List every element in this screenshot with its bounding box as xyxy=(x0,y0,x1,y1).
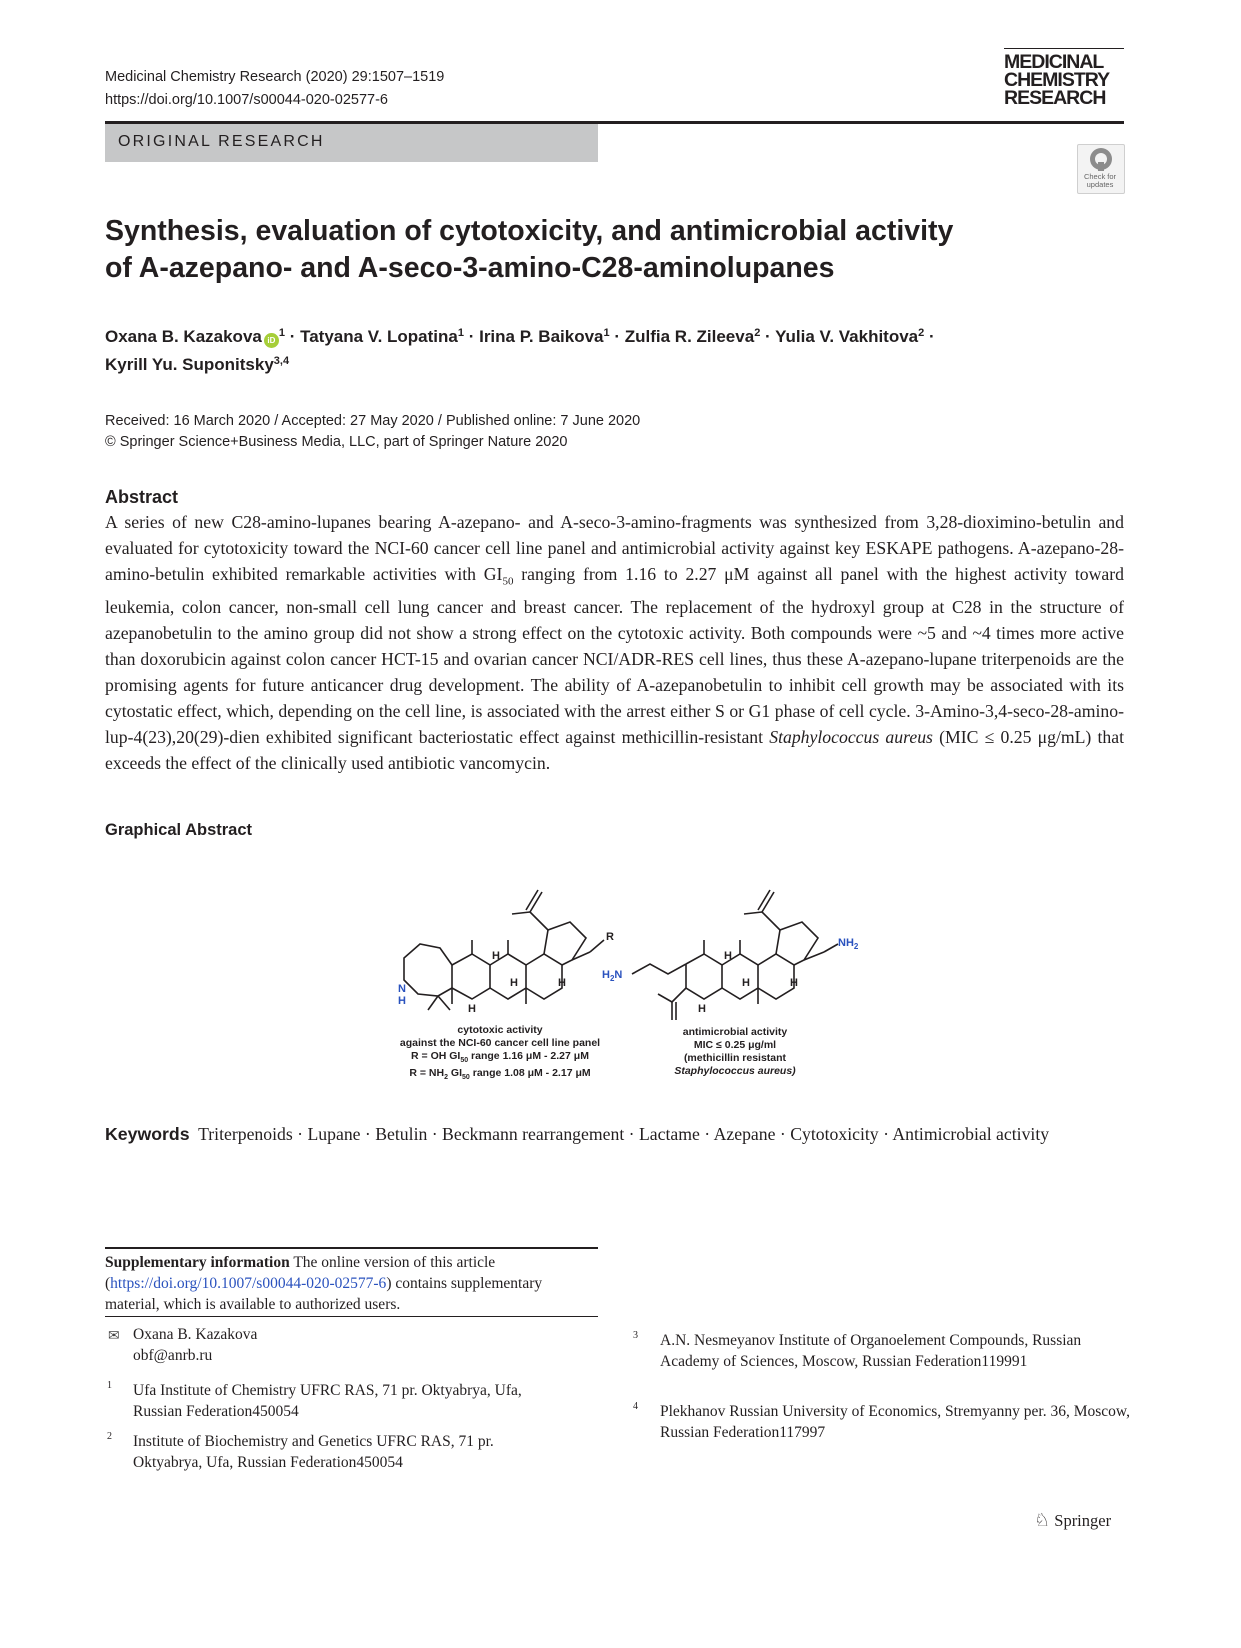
supplementary-info xyxy=(105,1252,600,1315)
envelope-icon: ✉ xyxy=(108,1328,120,1344)
supplementary-link[interactable]: https://doi.org/10.1007/s00044-020-02577-6 xyxy=(110,1275,387,1292)
affiliation-text: Plekhanov Russian University of Economics, Stremyanny per. 36, Moscow, Russian Federation117997 xyxy=(660,1403,1130,1441)
abstract-body xyxy=(105,510,1124,777)
correspondence-email[interactable]: obf@anrb.ru xyxy=(133,1347,213,1364)
caption-sub: 50 xyxy=(460,1057,469,1065)
caption-line: against the NCI-60 cancer cell line panel xyxy=(399,1037,601,1049)
logo-line-2: CHEMISTRY xyxy=(1004,69,1110,91)
author-affiliation: 1 xyxy=(603,327,610,339)
dates-line: Received: 16 March 2020 / Accepted: 27 May 2020 / Published online: 7 June 2020 xyxy=(105,413,641,429)
h-label: H xyxy=(398,995,406,1007)
abstract-heading: Abstract xyxy=(105,487,179,507)
caption-line: cytotoxic activity xyxy=(457,1024,543,1036)
caption-text: R = OH GI xyxy=(411,1050,461,1062)
supplementary-label: Supplementary information xyxy=(105,1254,290,1271)
affiliation-text: Ufa Institute of Chemistry UFRC RAS, 71 pr. Oktyabrya, Ufa, Russian Federation450054 xyxy=(133,1382,522,1420)
affiliation-number: 4 xyxy=(633,1401,638,1412)
author-name[interactable]: Tatyana V. Lopatina xyxy=(300,327,458,346)
affiliation-text: A.N. Nesmeyanov Institute of Organoelement Compounds, Russian Academy of Sciences, Moscow, Russian Federation119991 xyxy=(660,1332,1082,1370)
abstract-text-3: (MIC ≤ 0.25 μg/mL) that exceeds the effect of the clinically used antibiotic vancomycin. xyxy=(105,726,1125,773)
springer-horse-icon: ♘ xyxy=(1034,1510,1051,1530)
cytotoxic-caption xyxy=(380,1024,620,1084)
r-group-label: R xyxy=(606,931,614,943)
author-name[interactable]: Irina P. Baikova xyxy=(479,327,604,346)
caption-line: MIC ≤ 0.25 μg/ml xyxy=(693,1039,777,1051)
affiliation-number: 3 xyxy=(633,1330,638,1341)
affiliation-text: Institute of Biochemistry and Genetics UFRC RAS, 71 pr. Oktyabrya, Ufa, Russian Federation450054 xyxy=(133,1433,494,1471)
correspondence xyxy=(133,1324,257,1366)
author-name[interactable]: Yulia V. Vakhitova xyxy=(775,327,919,346)
caption-sub: 2 xyxy=(444,1074,448,1082)
keywords-label: Keywords xyxy=(105,1124,190,1144)
supplementary-text: The online version of this article ( xyxy=(105,1254,496,1292)
abstract-subscript: 50 xyxy=(502,575,514,588)
author-list: Oxana B. Kazakova $iD^1$ · Tatyana V. Lopatina$^1$ · Irina P. Baikova$^1$ · Zulfia R. Zileeva$^2$ · Yulia V. Vakhitova$^2$ · Kyrill Yu. Suponitsky$^{3,4}$ xyxy=(105,327,935,374)
crossmark-icon xyxy=(1078,145,1124,175)
author-affiliation: 2 xyxy=(918,327,925,339)
author-affiliation: 2 xyxy=(754,327,761,339)
caption-text: GI xyxy=(448,1067,463,1080)
caption-line: Staphylococcus aureus) xyxy=(674,1065,796,1077)
footnote-rule xyxy=(105,1247,598,1249)
caption-line-r-nh2 xyxy=(380,1067,620,1084)
author-name[interactable]: Oxana B. Kazakova xyxy=(105,327,262,346)
abstract-text-2: ranging from 1.16 to 2.27 μM against all panel with the highest activity toward leukemia, colon cancer, non-small cell lung cancer and breast cancer. The replacement of the hydroxyl group at C28 in the structure of azepanobetulin to the amino group did not show a strong effect on the cytotoxic activity. Both compounds were ~5 and ~4 times more active than doxorubicin against colon cancer HCT-15 and ovarian cancer NCI/ADR-RES cell lines, thus these A-azepano-lupane triterpenoids are the promising agents for future anticancer drug development. The ability of A-azepanobetulin to inhibit cell growth may be associated with its cytostatic effect, which, depending on the cell line, is associated with the arrest either S or G1 phase of cell cycle. 3-Amino-3,4-seco-28-amino-lup-4(23),20(29)-dien exhibited significant bacteriostatic effect against methicillin-resistant xyxy=(105,563,1124,747)
copyright-line: © Springer Science+Business Media, LLC, part of Springer Nature 2020 xyxy=(105,434,568,450)
logo-line-3: RESEARCH xyxy=(1004,87,1106,109)
h-label: H xyxy=(790,977,798,989)
h-label: H xyxy=(698,1003,706,1015)
caption-line-r-oh xyxy=(380,1050,620,1067)
logo-line-1: MEDICINAL xyxy=(1004,51,1104,73)
right-molecule xyxy=(632,890,838,1020)
affiliation-number: 1 xyxy=(107,1380,112,1391)
affiliation-number: 2 xyxy=(107,1431,112,1442)
caption-text: range 1.08 μM - 2.17 μM xyxy=(469,1067,591,1080)
author-affiliation: 1 xyxy=(278,327,285,339)
h-label: H xyxy=(468,1003,476,1015)
title-line-1: Synthesis, evaluation of cytotoxicity, and antimicrobial activity xyxy=(105,215,954,247)
graphical-abstract-heading: Graphical Abstract xyxy=(105,821,253,839)
keywords-text: Triterpenoids · Lupane · Betulin · Beckmann rearrangement · Lactame · Azepane · Cytotoxicity · Antimicrobial activity xyxy=(198,1124,1050,1144)
caption-sub: 50 xyxy=(462,1074,470,1082)
caption-text: range 1.16 μM - 2.27 μM xyxy=(468,1050,589,1062)
amine-label xyxy=(602,969,622,983)
section-label: ORIGINAL RESEARCH xyxy=(118,133,325,150)
h-label: H xyxy=(510,977,518,989)
journal-doi[interactable]: https://doi.org/10.1007/s00044-020-02577-6 xyxy=(105,92,388,108)
publisher-name: Springer xyxy=(1054,1511,1112,1530)
journal-citation: Medicinal Chemistry Research (2020) 29:1507–1519 xyxy=(105,69,445,85)
h-label: H xyxy=(724,950,732,962)
title-line-2: of A-azepano- and A-seco-3-amino-C28-aminolupanes xyxy=(105,252,835,284)
amine-n: N xyxy=(614,969,623,981)
h-label: H xyxy=(492,950,500,962)
supplementary-text: ) contains supplementary material, which is available to authorized users. xyxy=(105,1275,543,1313)
amine-subscript: 2 xyxy=(609,974,615,983)
h-label: H xyxy=(558,977,566,989)
orcid-icon[interactable]: iD xyxy=(264,333,279,348)
caption-text: R = NH xyxy=(409,1067,445,1080)
author-name[interactable]: Kyrill Yu. Suponitsky xyxy=(105,355,274,374)
footnote-rule xyxy=(105,1316,598,1317)
abstract-text-1: A series of new C28-amino-lupanes bearing A-azepano- and A-seco-3-amino-fragments was synthesized from 3,28-dioximino-betulin and evaluated for cytotoxicity toward the NCI-60 cancer cell line panel and antimicrobial activity against key ESKAPE pathogens. A-azepano-28-amino-betulin exhibited remarkable activities with GI xyxy=(105,512,1124,584)
correspondence-name: Oxana B. Kazakova xyxy=(133,1326,258,1343)
journal-meta xyxy=(105,66,444,112)
amine-h: H xyxy=(602,969,610,981)
amine-nh: NH xyxy=(838,937,854,949)
amine-label xyxy=(838,937,859,951)
left-molecule xyxy=(404,890,604,1010)
author-affiliation: 3,4 xyxy=(273,355,290,367)
h-label: H xyxy=(742,977,750,989)
logo-top-rule xyxy=(1004,48,1124,49)
keywords xyxy=(105,1121,1124,1147)
nitrogen-label: N xyxy=(398,983,406,995)
caption-line: (methicillin resistant xyxy=(683,1052,787,1064)
amine-subscript: 2 xyxy=(853,942,859,951)
publication-dates xyxy=(105,411,640,453)
abstract-italic: Staphylococcus aureus xyxy=(769,726,933,747)
caption-line: antimicrobial activity xyxy=(682,1026,788,1038)
article-title xyxy=(105,213,1005,287)
author-affiliation: 1 xyxy=(457,327,464,339)
journal-logo xyxy=(1004,53,1124,107)
crossmark-label: Check for updates xyxy=(1083,172,1117,189)
antimicrobial-caption xyxy=(650,1026,820,1078)
author-name[interactable]: Zulfia R. Zileeva xyxy=(624,327,755,346)
publisher-logo xyxy=(1034,1510,1111,1531)
